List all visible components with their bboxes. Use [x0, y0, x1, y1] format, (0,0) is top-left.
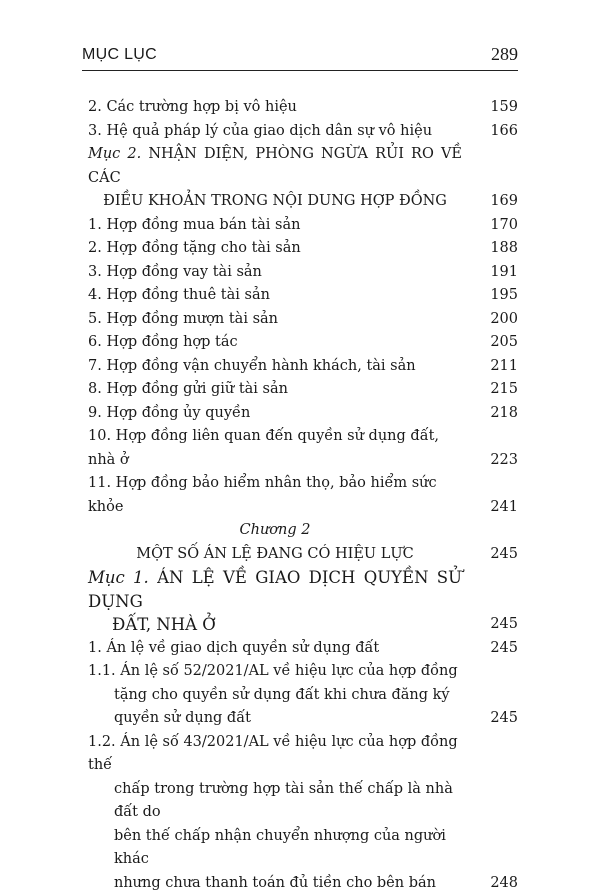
toc-entry-page: 245: [490, 707, 518, 731]
toc-entry-page: 245: [490, 613, 518, 637]
toc-entry-page: 188: [490, 237, 518, 261]
toc-entry-title: 1. Hợp đồng mua bán tài sản: [88, 214, 518, 238]
toc-entry-title: 3. Hợp đồng vay tài sản: [88, 261, 518, 285]
toc-entry-title: 4. Hợp đồng thuê tài sản: [88, 284, 518, 308]
entry-line: bên thế chấp nhận chuyển nhượng của người khác: [88, 825, 462, 872]
section-prefix: Mục 2.: [88, 146, 141, 162]
chapter-label: Chương 2: [88, 519, 518, 543]
toc-entry-page: 205: [490, 331, 518, 355]
toc-chapter: [88, 519, 518, 543]
toc-entry[interactable]: [88, 378, 518, 402]
toc-entry-page: 200: [490, 308, 518, 332]
toc-entry-title: 5. Hợp đồng mượn tài sản: [88, 308, 518, 332]
toc-entry[interactable]: [88, 214, 518, 238]
toc-section[interactable]: [88, 566, 518, 613]
toc-entry-page: 223: [490, 449, 518, 473]
toc-entry-page: 159: [490, 96, 518, 120]
toc-entry-title: 9. Hợp đồng ủy quyền: [88, 402, 518, 426]
toc-entry[interactable]: [88, 237, 518, 261]
entry-line: chấp trong trường hợp tài sản thế chấp là nhà đất do: [88, 778, 462, 825]
toc-entry[interactable]: [88, 331, 518, 355]
toc-entry-multiline[interactable]: [88, 731, 518, 895]
toc-entry-title: 11. Hợp đồng bảo hiểm nhân thọ, bảo hiểm sức khỏe: [88, 472, 518, 519]
entry-line: tặng cho quyền sử dụng đất khi chưa đăng ký: [88, 684, 462, 708]
toc-entry-page: 245: [490, 543, 518, 567]
running-title: MỤC LỤC: [82, 46, 157, 64]
toc-entry[interactable]: [88, 425, 518, 472]
toc-entry[interactable]: [88, 96, 518, 120]
toc-entry-title: 3. Hệ quả pháp lý của giao dịch dân sự vô hiệu: [88, 120, 518, 144]
chapter-title: MỘT SỐ ÁN LỆ ĐANG CÓ HIỆU LỰC: [88, 543, 518, 567]
toc-entry[interactable]: [88, 472, 518, 519]
toc-entry-page: 170: [490, 214, 518, 238]
toc-entry-title: 2. Các trường hợp bị vô hiệu: [88, 96, 518, 120]
toc-entry-title: 7. Hợp đồng vận chuyển hành khách, tài sản: [88, 355, 518, 379]
entry-line: nhưng chưa thanh toán đủ tiền cho bên bán: [88, 872, 462, 895]
toc-entry-page: 218: [490, 402, 518, 426]
toc-entry-title: 1. Án lệ về giao dịch quyền sử dụng đất: [88, 637, 518, 661]
toc-entry[interactable]: [88, 402, 518, 426]
toc-entry-page: 241: [490, 496, 518, 520]
toc-section-title: [88, 143, 518, 190]
toc-section[interactable]: [88, 143, 518, 190]
toc-entry[interactable]: [88, 637, 518, 661]
toc-section-title: [88, 566, 518, 613]
toc-entry-page: 195: [490, 284, 518, 308]
toc-entry-title: 6. Hợp đồng hợp tác: [88, 331, 518, 355]
table-of-contents: [88, 96, 518, 895]
section-prefix: Mục 1.: [88, 568, 149, 587]
toc-entry-page: 245: [490, 637, 518, 661]
toc-section-continued[interactable]: [88, 613, 518, 637]
toc-entry[interactable]: [88, 284, 518, 308]
toc-section-continued[interactable]: [88, 190, 518, 214]
toc-entry-page: 211: [490, 355, 518, 379]
page-header: [82, 44, 518, 71]
toc-entry[interactable]: [88, 355, 518, 379]
toc-entry-title: 8. Hợp đồng gửi giữ tài sản: [88, 378, 518, 402]
toc-entry[interactable]: [88, 261, 518, 285]
toc-entry-page: 248: [490, 872, 518, 895]
toc-entry-title: 10. Hợp đồng liên quan đến quyền sử dụng đất, nhà ở: [88, 425, 518, 472]
toc-entry-title: [88, 731, 518, 895]
toc-entry-page: 166: [490, 120, 518, 144]
entry-line: 1.1. Án lệ số 52/2021/AL về hiệu lực của hợp đồng: [88, 660, 462, 684]
section-heading: NHẬN DIỆN, PHÒNG NGỪA RỦI RO VỀ CÁC: [88, 146, 462, 186]
toc-chapter-title[interactable]: [88, 543, 518, 567]
toc-entry-page: 169: [490, 190, 518, 214]
entry-line: quyền sử dụng đất: [88, 707, 462, 731]
toc-entry-page: 191: [490, 261, 518, 285]
toc-entry-title: [88, 660, 518, 731]
toc-entry-title: 2. Hợp đồng tặng cho tài sản: [88, 237, 518, 261]
toc-entry[interactable]: [88, 308, 518, 332]
toc-entry-multiline[interactable]: [88, 660, 518, 731]
entry-line: 1.2. Án lệ số 43/2021/AL về hiệu lực của hợp đồng thế: [88, 731, 462, 778]
page-number: 289: [491, 44, 518, 65]
toc-entry[interactable]: [88, 120, 518, 144]
section-heading-continued: ĐẤT, NHÀ Ở: [88, 613, 518, 637]
section-heading: ÁN LỆ VỀ GIAO DỊCH QUYỀN SỬ DỤNG: [88, 568, 462, 611]
section-heading-continued: ĐIỀU KHOẢN TRONG NỘI DUNG HỢP ĐỒNG: [88, 190, 518, 214]
toc-entry-page: 215: [490, 378, 518, 402]
